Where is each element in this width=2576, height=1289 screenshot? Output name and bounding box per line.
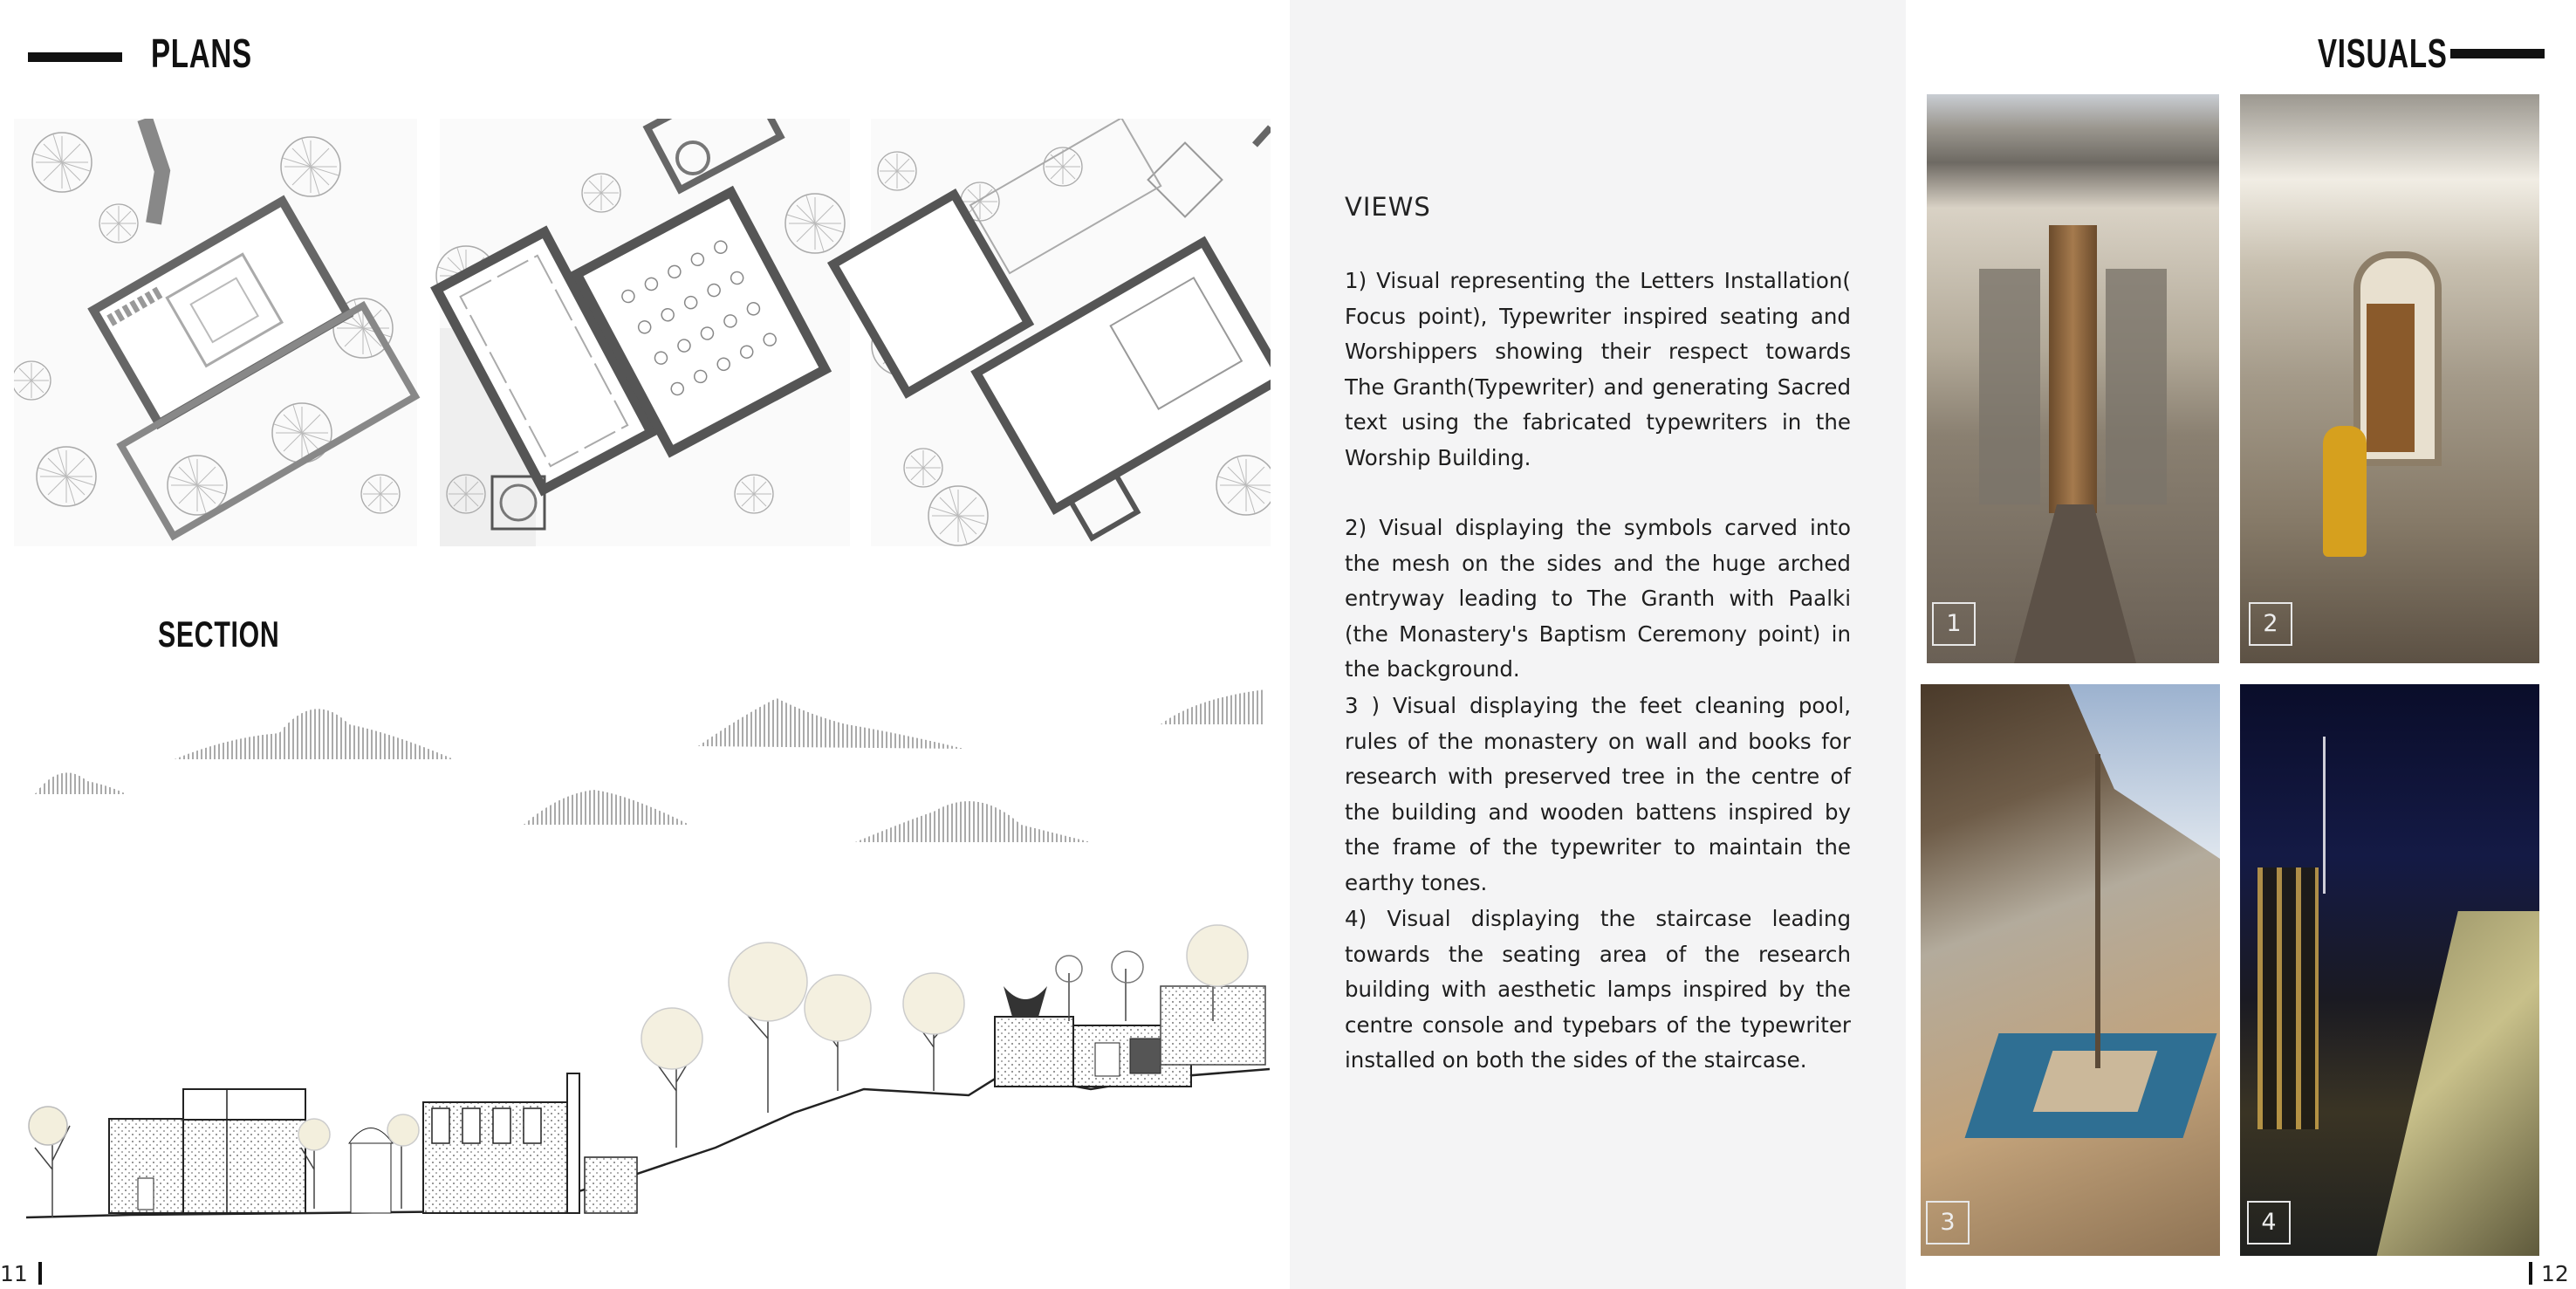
- section-drawing: [26, 672, 1270, 1231]
- view-description-3: 3 ) Visual displaying the feet cleaning pool, rules of the monastery on wall and books for research with preserved tree in the centre of the building and wooden battens inspired by the frame of the typewriter to maintain the earthy tones.: [1345, 693, 1851, 895]
- plans-heading: PLANS: [151, 31, 252, 76]
- visual-1-stone-wall-left: [1979, 269, 2040, 504]
- visuals-heading-bar: [2450, 49, 2545, 58]
- section-heading: SECTION: [158, 614, 280, 655]
- plans-heading-bar: [28, 52, 122, 62]
- section-clouds: [35, 689, 1265, 842]
- visual-4-staircase: [2336, 911, 2539, 1256]
- visual-4-tree: [2323, 737, 2326, 894]
- visual-1-render: [1927, 94, 2219, 663]
- visual-2-label: 2: [2249, 602, 2292, 646]
- plan-1: [14, 119, 417, 546]
- visual-3-tree: [2095, 754, 2100, 1068]
- visual-4-lamps: [2257, 867, 2319, 1129]
- plan-3: [833, 119, 1271, 546]
- plan-2: [416, 119, 887, 546]
- visual-1-pathway: [2014, 504, 2136, 663]
- visual-1-label: 1: [1932, 602, 1976, 646]
- visual-3-sky: [2069, 684, 2220, 859]
- visuals-heading: VISUALS: [2318, 31, 2448, 76]
- left-page-number: 11: [0, 1261, 28, 1286]
- right-page-number: 12: [2541, 1261, 2569, 1286]
- view-description-2: 2) Visual displaying the symbols carved into the mesh on the sides and the huge arched entryway leading to The Granth with Paalki (the Monastery's Baptism Ceremony point) in the background.: [1345, 515, 1851, 682]
- visual-1-stone-wall-right: [2106, 269, 2167, 504]
- views-title: VIEWS: [1345, 192, 1431, 222]
- visual-2-render: [2240, 94, 2539, 663]
- visual-3-render: [1921, 684, 2220, 1256]
- visual-4-render: [2240, 684, 2539, 1256]
- plan-drawings: [14, 119, 1271, 546]
- visual-4-label: 4: [2247, 1201, 2291, 1244]
- visual-2-figure: [2323, 426, 2367, 557]
- left-page-number-bar: [38, 1262, 42, 1285]
- view-description-1: 1) Visual representing the Letters Installation( Focus point), Typewriter inspired seating and Worshippers showing their respect towards The Granth(Typewriter) and generating Sacred text using the fabricated typewriters in the Worship Building.: [1345, 268, 1851, 470]
- visual-2-door: [2367, 304, 2415, 452]
- visual-1-column: [2049, 225, 2097, 513]
- right-page-number-bar: [2529, 1262, 2532, 1285]
- view-description-4: 4) Visual displaying the staircase leading towards the seating area of the research building with aesthetic lamps inspired by the centre console and typebars of the typewriter installed on both the sides of the staircase.: [1345, 906, 1851, 1073]
- visual-3-label: 3: [1926, 1201, 1970, 1244]
